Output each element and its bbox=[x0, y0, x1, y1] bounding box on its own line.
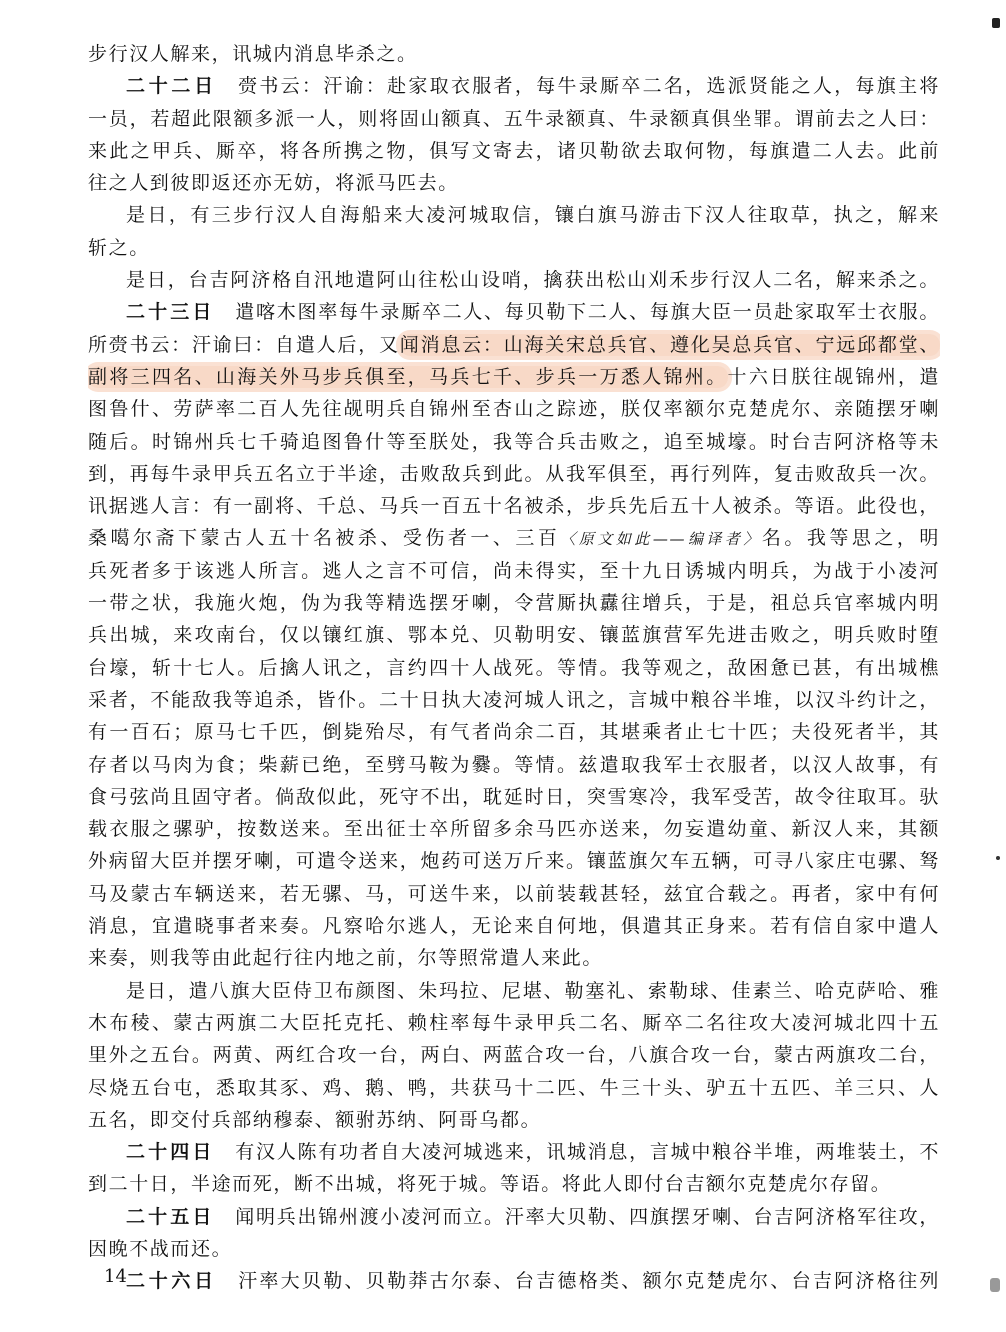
text-span: 闻明兵出锦州渡小凌河而立。汗率大贝勒、四旗摆牙喇、台吉阿济格军往攻， bbox=[235, 1205, 940, 1228]
text-span: 所赍书云：汗谕曰：自遣人后，又 bbox=[88, 333, 400, 356]
text-line: 到，再每牛录甲兵五名立于半途，击败敌兵到此。从我军俱至，再行列阵，复击败敌兵一次。 bbox=[88, 462, 940, 485]
text-line: 尽烧五台屯，悉取其豕、鸡、鹅、鸭，共获马十二匹、牛三十头、驴五十五匹、羊三只、人 bbox=[88, 1076, 940, 1099]
text-line: 消息，宜遣晓事者来奏。凡察哈尔逃人，无论来自何地，俱遣其正身来。若有信自家中遣人 bbox=[88, 915, 940, 938]
highlighted-text: 副将三四名、山海关外马步兵俱至，马兵七千、步兵一万悉人锦州。 bbox=[88, 365, 728, 388]
text-span: 有汉人陈有功者自大凌河城逃来，讯城消息，言城中粮谷半堆，两堆装土，不 bbox=[235, 1141, 940, 1164]
scan-artifact bbox=[992, 18, 1000, 28]
text-line: 采者，不能敌我等追杀，皆仆。二十日执大凌河城人讯之，言城中粮谷半堆，以汉斗约计之， bbox=[88, 688, 940, 711]
text-line: 随后。时锦州兵七千骑追图鲁什等至朕处，我等合兵击败之，追至城壕。时台吉阿济格等未 bbox=[88, 430, 940, 453]
text-span: 桑噶尔斋下蒙古人五十名被杀、受伤者一、三百 bbox=[88, 527, 561, 550]
text-line: 存者以马肉为食；柴薪已绝，至劈马鞍为爨。等情。兹遣取我军士衣服者，以汉人故事，有 bbox=[88, 753, 940, 776]
text-span: 赍书云：汗谕：赴家取衣服者，每牛录厮卒二名，选派贤能之人，每旗主将 bbox=[238, 75, 940, 98]
document-page bbox=[88, 38, 940, 1298]
text-line: 因晚不战而还。 bbox=[88, 1237, 233, 1260]
text-line: 来此之甲兵、厮卒，将各所携之物，俱写文寄去，诸贝勒欲去取何物，每旗遣二人去。此前 bbox=[88, 139, 940, 162]
text-line: 到二十日，半途而死，断不出城，将死于城。等语。将此人即付台吉额尔克楚虎尔存留。 bbox=[88, 1173, 892, 1196]
text-line: 往之人到彼即返还亦无妨，将派马匹去。 bbox=[88, 172, 459, 195]
text-line: 外病留大臣并摆牙喇，可遣令送来，炮药可送万斤来。镶蓝旗欠车五辆，可寻八家庄屯骡、驽 bbox=[88, 850, 940, 873]
text-line: 是日，台吉阿济格自汛地遣阿山往松山设哨，擒获出松山刈禾步行汉人二名，解来杀之。 bbox=[126, 269, 940, 292]
scan-artifact bbox=[996, 856, 1000, 860]
text-line bbox=[88, 1201, 940, 1233]
text-line: 一员，若超此限额多派一人，则将固山额真、五牛录额真、牛录额真俱坐罪。谓前去之人曰： bbox=[88, 107, 940, 130]
text-line: 图鲁什、劳萨率二百人先往觇明兵自锦州至杏山之踪迹，朕仅率额尔克楚虎尔、亲随摆牙喇 bbox=[88, 398, 940, 421]
text-line bbox=[88, 361, 940, 393]
text-line bbox=[88, 522, 940, 554]
text-span: 十六日朕往觇锦州，遣 bbox=[727, 365, 940, 388]
text-line: 是日，遣八旗大臣侍卫布颜图、朱玛拉、尼堪、勒塞礼、索勒球、佳素兰、哈克萨哈、雅 bbox=[126, 979, 940, 1002]
page-number: 14 bbox=[104, 1266, 127, 1287]
text-line: 有一百石；原马七千匹，倒毙殆尽，有气者尚余二百，其堪乘者止七十匹；夫役死者半，其 bbox=[88, 721, 940, 744]
text-line: 一带之状，我施火炮，伪为我等精选摆牙喇，令营厮执纛往增兵，于是，祖总兵官率城内明 bbox=[88, 592, 940, 615]
text-line: 里外之五台。两黄、两红合攻一台，两白、两蓝合攻一台，八旗合攻一台，蒙古两旗攻二台， bbox=[88, 1044, 940, 1067]
text-line: 马及蒙古车辆送来，若无骡、马，可送牛来，以前装载甚轻，兹宜合载之。再者，家中有何 bbox=[88, 882, 940, 905]
date-heading: 二十三日 bbox=[126, 301, 215, 324]
date-heading: 二十六日 bbox=[126, 1270, 217, 1293]
text-line: 台壕，斩十七人。后擒人讯之，言约四十人战死。等情。我等观之，敌困惫已甚，有出城樵 bbox=[88, 656, 940, 679]
text-line bbox=[88, 70, 940, 102]
editor-note: 〈原文如此——编译者〉 bbox=[560, 530, 762, 549]
date-heading: 二十二日 bbox=[126, 75, 217, 98]
text-line: 载衣服之骡驴，按数送来。至出征士卒所留多余马匹亦送来，勿妄遣幼童、新汉人来，其额 bbox=[88, 818, 940, 841]
text-line: 木布稜、蒙古两旗二大臣托克托、赖柱率每牛录甲兵二名、厮卒二名往攻大凌河城北四十五 bbox=[88, 1011, 940, 1034]
text-line: 是日，有三步行汉人自海船来大凌河城取信，镶白旗马游击下汉人往取草，执之，解来 bbox=[126, 204, 940, 227]
date-heading: 二十五日 bbox=[126, 1205, 215, 1228]
text-line: 斩之。 bbox=[88, 236, 150, 259]
scan-artifact bbox=[990, 1278, 1000, 1292]
date-heading: 二十四日 bbox=[126, 1141, 215, 1164]
text-span: 遣喀木图率每牛录厮卒二人、每贝勒下二人、每旗大臣一员赴家取军士衣服。 bbox=[235, 301, 940, 324]
text-line bbox=[88, 329, 940, 361]
text-span: 名。我等思之，明 bbox=[761, 527, 940, 550]
text-line: 兵死者多于该逃人所言。逃人之言不可信，尚未得实，至十九日诱城内明兵，为战于小凌河 bbox=[88, 559, 940, 582]
text-line bbox=[88, 296, 940, 328]
text-line bbox=[88, 1265, 940, 1297]
text-span: 汗率大贝勒、贝勒莽古尔泰、台吉德格类、额尔克楚虎尔、台吉阿济格往列 bbox=[238, 1270, 940, 1293]
text-line: 食弓弦尚且固守者。倘敌似此，死守不出，耽延时日，突雪寒冷，我军受苦，故令往取耳。驮 bbox=[88, 785, 940, 808]
text-line bbox=[88, 1136, 940, 1168]
text-line: 兵出城，来攻南台，仅以镶红旗、鄂本兑、贝勒明安、镶蓝旗营军先进击败之，明兵败时堕 bbox=[88, 624, 940, 647]
text-line: 来奏，则我等由此起行往内地之前，尔等照常遣人来此。 bbox=[88, 947, 604, 970]
highlighted-text: 闻消息云：山海关宋总兵官、遵化吴总兵官、宁远邱都堂、 bbox=[399, 333, 940, 356]
text-line: 五名，即交付兵部纳穆泰、额驸苏纳、阿哥乌都。 bbox=[88, 1108, 542, 1131]
text-line: 讯据逃人言：有一副将、千总、马兵一百五十名被杀，步兵先后五十人被杀。等语。此役也， bbox=[88, 495, 940, 518]
text-line: 步行汉人解来，讯城内消息毕杀之。 bbox=[88, 43, 418, 65]
